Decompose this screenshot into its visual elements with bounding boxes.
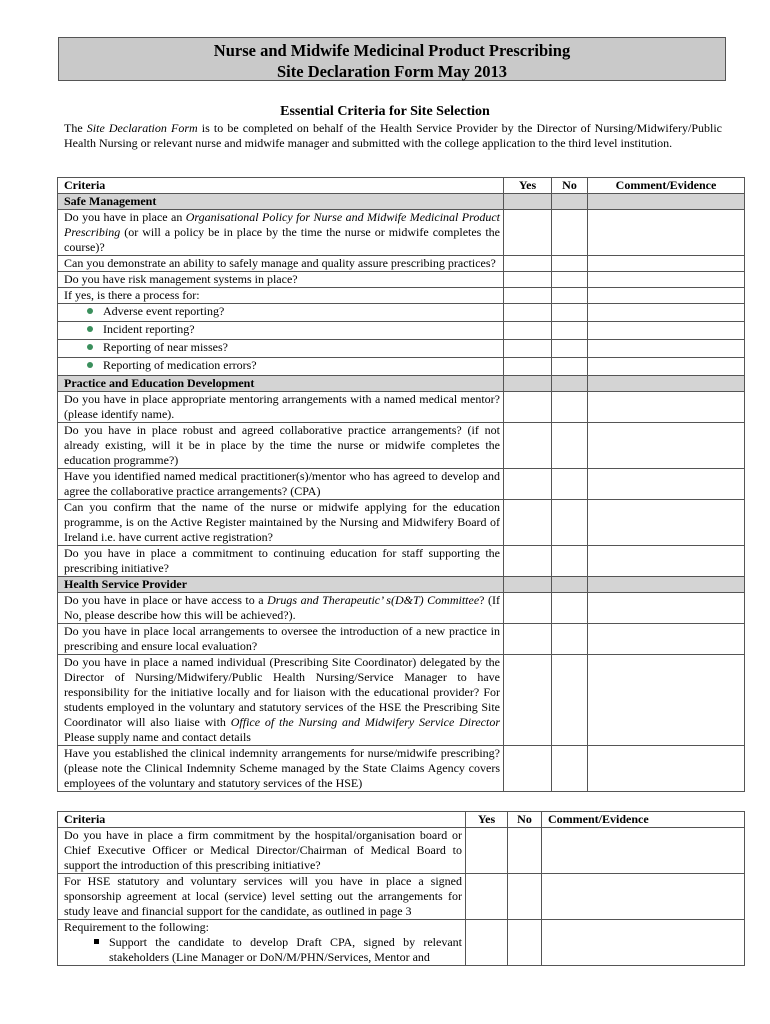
no-cell[interactable] <box>552 546 588 577</box>
no-cell[interactable] <box>552 500 588 546</box>
criterion-text: Have you identified named medical practitioner(s)/mentor who has agreed to develop and agree the collaborative practice arrangements? (CPA) <box>58 469 504 500</box>
comment-cell[interactable] <box>542 874 745 920</box>
section-safe-management: Safe Management <box>58 194 504 210</box>
criterion-text: Do you have in place a commitment to continuing education for staff supporting the prescribing initiative? <box>58 546 504 577</box>
no-cell[interactable] <box>552 392 588 423</box>
table-row <box>58 920 745 966</box>
comment-cell[interactable] <box>588 322 745 340</box>
criterion-text: Have you established the clinical indemnity arrangements for nurse/midwife prescribing? (please note the Clinical Indemnity Scheme managed by the State Claims Agency covers employees of the voluntary and statutory services of the HSE) <box>58 746 504 792</box>
yes-cell[interactable] <box>504 272 552 288</box>
yes-cell[interactable] <box>504 322 552 340</box>
yes-cell[interactable] <box>504 392 552 423</box>
criterion-text: For HSE statutory and voluntary services will you have in place a signed sponsorship agreement at local (service) level setting out the arrangements for study leave and financial support for the candidate, as outlined in page 3 <box>58 874 466 920</box>
yes-cell[interactable] <box>504 593 552 624</box>
yes-cell[interactable] <box>504 256 552 272</box>
comment-cell[interactable] <box>542 920 745 966</box>
comment-cell[interactable] <box>588 593 745 624</box>
no-header: No <box>508 812 542 828</box>
table-header-row <box>58 178 745 194</box>
table-row <box>58 322 745 340</box>
table-row <box>58 256 745 272</box>
bullet-item: Adverse event reporting? <box>58 304 504 322</box>
criterion-text: Do you have in place a firm commitment by the hospital/organisation board or Chief Executive Officer or Medical Director/Chairman of Medical Board to support the introduction of this prescribing initiative? <box>58 828 466 874</box>
no-cell[interactable] <box>552 340 588 358</box>
intro-paragraph: The Site Declaration Form is to be completed on behalf of the Health Service Provider by the Director of Nursing/Midwifery/Public Health Nursing or relevant nurse and midwife manager and submitted with the college application to the third level institution. <box>64 121 723 150</box>
section-row <box>58 376 745 392</box>
yes-cell[interactable] <box>504 423 552 469</box>
criterion-text: Can you confirm that the name of the nurse or midwife applying for the education programme, is on the Active Register maintained by the Nursing and Midwifery Board of Ireland i.e. have current active registration? <box>58 500 504 546</box>
square-bullet-item: Support the candidate to develop Draft CPA, signed by relevant stakeholders (Line Manager or DoN/M/PHN/Services, Mentor and <box>64 935 462 965</box>
comment-cell[interactable] <box>588 423 745 469</box>
yes-cell[interactable] <box>504 340 552 358</box>
table-row <box>58 423 745 469</box>
comment-cell[interactable] <box>588 655 745 746</box>
table-row <box>58 500 745 546</box>
table-header-row <box>58 812 745 828</box>
form-title-line2: Site Declaration Form May 2013 <box>276 62 508 81</box>
comment-cell[interactable] <box>588 340 745 358</box>
table-row <box>58 340 745 358</box>
table-row <box>58 392 745 423</box>
table-row <box>58 624 745 655</box>
comment-cell[interactable] <box>588 469 745 500</box>
comment-cell[interactable] <box>588 288 745 304</box>
no-header: No <box>552 178 588 194</box>
criterion-text: Do you have in place an Organisational Policy for Nurse and Midwife Medicinal Product Prescribing (or will a policy be in place by the time the nurse or midwife completes the course)? <box>58 210 504 256</box>
intro-italic: Site Declaration Form <box>86 121 198 135</box>
comment-cell[interactable] <box>588 746 745 792</box>
yes-cell[interactable] <box>504 210 552 256</box>
yes-cell[interactable] <box>504 358 552 376</box>
section-health-service-provider: Health Service Provider <box>58 577 504 593</box>
criteria-header: Criteria <box>58 178 504 194</box>
comment-cell[interactable] <box>588 256 745 272</box>
comment-cell[interactable] <box>588 624 745 655</box>
criterion-text: Do you have risk management systems in place? <box>58 272 504 288</box>
section-row <box>58 194 745 210</box>
comment-cell[interactable] <box>588 546 745 577</box>
section-heading: Essential Criteria for Site Selection <box>280 104 490 119</box>
yes-cell[interactable] <box>504 304 552 322</box>
yes-cell[interactable] <box>504 624 552 655</box>
no-cell[interactable] <box>552 272 588 288</box>
table-row <box>58 358 745 376</box>
no-cell[interactable] <box>552 288 588 304</box>
bullet-item: Incident reporting? <box>58 322 504 340</box>
yes-cell[interactable] <box>466 920 508 966</box>
criterion-text: Do you have in place local arrangements to oversee the introduction of a new practice in prescribing and ensure local evaluation? <box>58 624 504 655</box>
no-cell[interactable] <box>552 469 588 500</box>
table-row <box>58 288 745 304</box>
bullet-item: Reporting of medication errors? <box>58 358 504 376</box>
no-cell[interactable] <box>552 304 588 322</box>
no-cell[interactable] <box>552 423 588 469</box>
comment-cell[interactable] <box>588 304 745 322</box>
section-row <box>58 577 745 593</box>
table-row <box>58 874 745 920</box>
table-row <box>58 593 745 624</box>
comment-header: Comment/Evidence <box>542 812 745 828</box>
yes-cell[interactable] <box>466 874 508 920</box>
comment-cell[interactable] <box>588 272 745 288</box>
form-title-box <box>58 37 726 81</box>
criterion-text: Do you have in place robust and agreed collaborative practice arrangements? (if not already existing, will it be in place by the time the nurse or midwife completes the education programme?) <box>58 423 504 469</box>
table-row <box>58 469 745 500</box>
yes-cell[interactable] <box>504 746 552 792</box>
criterion-text: Requirement to the following: Support the candidate to develop Draft CPA, signed by relevant stakeholders (Line Manager or DoN/M/PHN/Services, Mentor and <box>58 920 466 966</box>
yes-cell[interactable] <box>504 469 552 500</box>
comment-cell[interactable] <box>588 392 745 423</box>
criterion-text: Do you have in place or have access to a Drugs and Therapeutic’ s(D&T) Committee? (If No, please describe how this will be achieved?). <box>58 593 504 624</box>
bullet-item: Reporting of near misses? <box>58 340 504 358</box>
criterion-text: Do you have in place appropriate mentoring arrangements with a named medical mentor? (please identify name). <box>58 392 504 423</box>
table-row <box>58 546 745 577</box>
comment-cell[interactable] <box>542 828 745 874</box>
yes-cell[interactable] <box>504 500 552 546</box>
table-row <box>58 272 745 288</box>
no-cell[interactable] <box>552 210 588 256</box>
criterion-text: Can you demonstrate an ability to safely manage and quality assure prescribing practices? <box>58 256 504 272</box>
yes-cell[interactable] <box>466 828 508 874</box>
no-cell[interactable] <box>508 828 542 874</box>
no-cell[interactable] <box>552 746 588 792</box>
yes-cell[interactable] <box>504 288 552 304</box>
form-title-line1: Nurse and Midwife Medicinal Product Prescribing <box>213 41 571 60</box>
criterion-text: If yes, is there a process for: <box>58 288 504 304</box>
no-cell[interactable] <box>552 593 588 624</box>
table-row <box>58 210 745 256</box>
comment-cell[interactable] <box>588 358 745 376</box>
comment-header: Comment/Evidence <box>588 178 745 194</box>
no-cell[interactable] <box>552 655 588 746</box>
no-cell[interactable] <box>508 920 542 966</box>
yes-cell[interactable] <box>504 546 552 577</box>
no-cell[interactable] <box>508 874 542 920</box>
criterion-text: Do you have in place a named individual (Prescribing Site Coordinator) delegated by the Director of Nursing/Midwifery/Public Health Nursing/Service Manager to have responsibility for the initiative locally and for liaison with the educational provider? For students employed in the voluntary and statutory services of the HSE the Prescribing Site Coordinator will also liaise with Office of the Nursing and Midwifery Service Director Please supply name and contact details <box>58 655 504 746</box>
no-cell[interactable] <box>552 624 588 655</box>
comment-cell[interactable] <box>588 500 745 546</box>
no-cell[interactable] <box>552 358 588 376</box>
table-row <box>58 828 745 874</box>
table-row <box>58 655 745 746</box>
yes-header: Yes <box>466 812 508 828</box>
table-row <box>58 304 745 322</box>
yes-cell[interactable] <box>504 655 552 746</box>
criteria-table-2 <box>57 811 745 966</box>
criteria-table-1 <box>57 177 745 792</box>
table-row <box>58 746 745 792</box>
criteria-header: Criteria <box>58 812 466 828</box>
section-practice-education: Practice and Education Development <box>58 376 504 392</box>
yes-header: Yes <box>504 178 552 194</box>
no-cell[interactable] <box>552 256 588 272</box>
no-cell[interactable] <box>552 322 588 340</box>
comment-cell[interactable] <box>588 210 745 256</box>
